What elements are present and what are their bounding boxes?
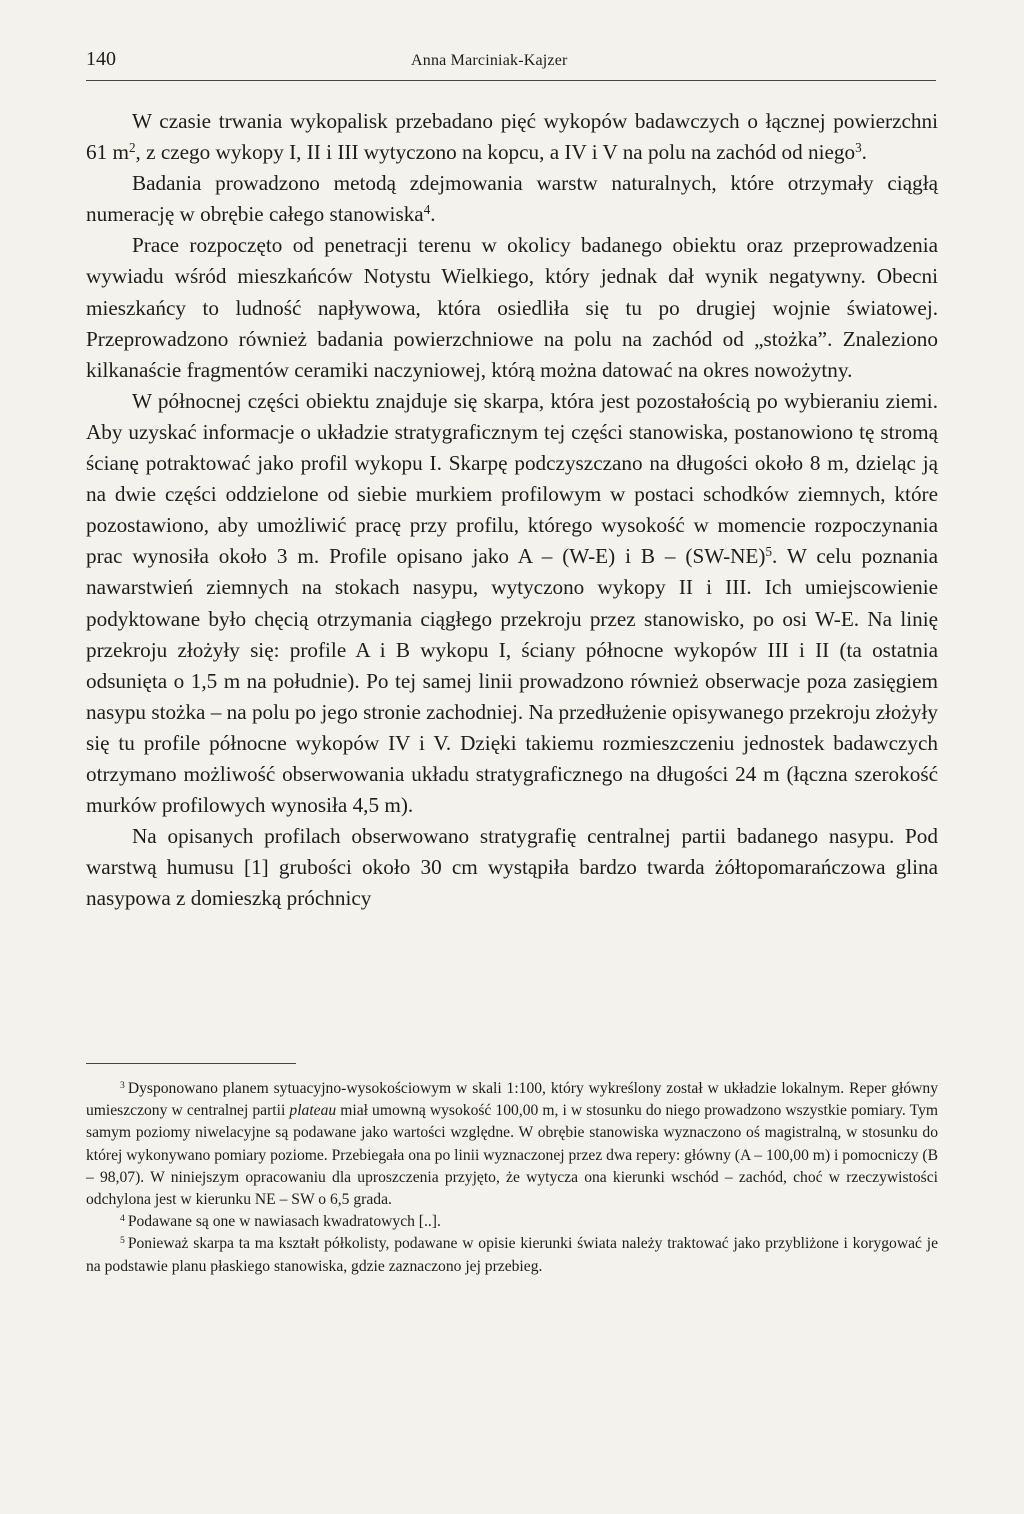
footnote-ref-3: 3 [855, 139, 862, 155]
footnote-4: $^4$ Podawane są one w nawiasach kwadratowych [..]. [120, 1212, 441, 1231]
paragraph-5: Na opisanych profilach obserwowano stratygrafię centralnej partii badanego nasypu. Pod warstwą humusu [1] grubości około 30 cm wystąpiła bardzo twarda żółtopomarańczowa glina nasypowa z domieszką próchnicy [86, 824, 938, 911]
italic-term: plateau [289, 1102, 337, 1120]
paragraph-3: Prace rozpoczęto od penetracji terenu w okolicy badanego obiektu oraz przeprowadzenia wywiadu wśród mieszkańców Notystu Wielkiego, który jednak dał wynik negatywny. Obecni mieszkańcy to ludność napływowa, która osiedliła się tu po drugiej wojnie światowej. Przeprowadzono również badania powierzchniowe na polu na zachód od „stożka”. Znaleziono kilkanaście fragmentów ceramiki naczyniowej, którą można datować na okres nowożytny. [86, 233, 938, 382]
page-header [86, 46, 936, 81]
superscript-2: 2 [128, 139, 136, 155]
paragraph-1: W czasie trwania wykopalisk przebadano pięć wykopów badawczych o łącznej powierzchni 61 $m^2$, z czego wykopy I, II i III wytyczono na kopcu, a IV i V na polu na zachód od niego$^3$. [86, 109, 938, 165]
footnote-divider [86, 1063, 296, 1064]
running-head-author: Anna Marciniak-Kajzer [411, 52, 568, 69]
footnote-mark: 4 [120, 1212, 125, 1224]
footnotes [86, 1078, 938, 1278]
footnote-5: $^5$ Ponieważ skarpa ta ma kształt półkolisty, podawane w opisie kierunki świata należy traktować jako przybliżone i korygować je na podstawie planu płaskiego stanowiska, gdzie zaznaczono jej przebieg. [86, 1235, 938, 1275]
body-text [86, 106, 938, 914]
footnote-ref-5: 5 [765, 544, 772, 560]
footnote-3: $^3$ Dysponowano planem sytuacyjno-wysokościowym w skali 1:100, który wykreślony został w układzie lokalnym. Reper główny umieszczony w centralnej partii plateau miał umowną wysokość 100,00 m, i w stosunku do niego prowadzono wszystkie pomiary. Tym samym poziomy niwelacyjne są podawane jako wartości względne. W obrębie stanowiska wyznaczono oś magistralną, w stosunku do której wykonywano pomiary poziome. Przebiegała ona po linii wyznaczonej przez dwa repery: główny (A – 100,00 m) i pomocniczy (B – 98,07). W niniejszym opracowaniu dla uproszczenia przyjęto, że wytycza ona kierunki wschód – zachód, choć w rzeczywistości odchylona jest w kierunku NE – SW o 6,5 grada. [86, 1079, 938, 1209]
paragraph-4: W północnej części obiektu znajduje się skarpa, która jest pozostałością po wybieraniu ziemi. Aby uzyskać informacje o układzie stratygraficznym tej części stanowiska, postanowiono tę stromą ścianę potraktować jako profil wykopu I. Skarpę podczyszczano na długości około 8 m, dzieląc ją na dwie części oddzielone od siebie murkiem profilowym w postaci schodków ziemnych, które pozostawiono, aby umożliwić pracę przy profilu, którego wysokość w momencie rozpoczynania prac wynosiła około 3 m. Profile opisano jako A – (W-E) i B – $(SW-NE)^5$. W celu poznania nawarstwień ziemnych na stokach nasypu, wytyczono wykopy II i III. Ich umiejscowienie podyktowane było chęcią otrzymania ciągłego przekroju przez stanowisko, po osi W-E. Na linię przekroju złożyły się: profile A i B wykopu I, ściany północne wykopów III i II (ta ostatnia odsunięta o 1,5 m na południe). Po tej samej linii prowadzono również obserwacje poza zasięgiem nasypu stożka – na polu po jego stronie zachodniej. Na przedłużenie opisywanego przekroju złożyły się tu profile północne wykopów IV i V. Dzięki takiemu rozmieszczeniu jednostek badawczych otrzymano możliwość obserwowania układu stratygraficznego na długości 24 m (łączna szerokość murków profilowych wynosiła 4,5 m). [86, 388, 939, 818]
paragraph-2: Badania prowadzono metodą zdejmowania warstw naturalnych, które otrzymały ciągłą numerację w obrębie całego stanowiska$^4$. [86, 171, 938, 227]
footnote-mark: 5 [120, 1235, 125, 1247]
footnote-mark: 3 [120, 1079, 125, 1091]
page-number: 140 [86, 48, 116, 70]
footnote-ref-4: 4 [423, 202, 431, 218]
